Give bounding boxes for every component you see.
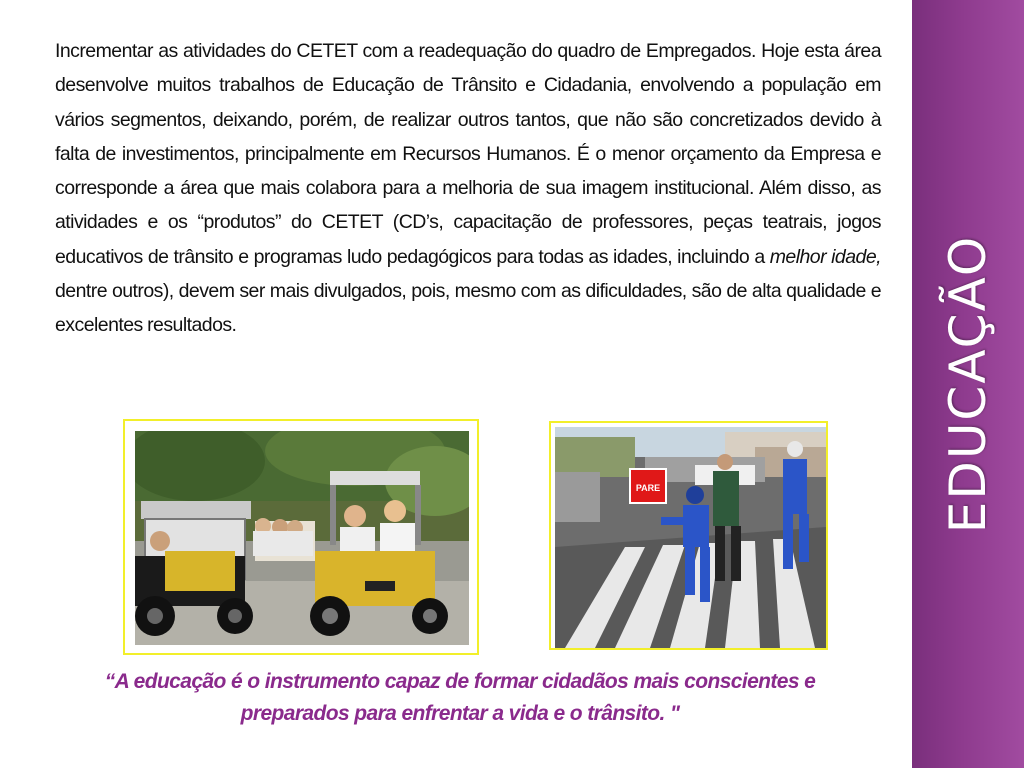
photo-right-frame bbox=[549, 421, 828, 650]
photo-left-frame bbox=[123, 419, 479, 655]
slide-title: EDUCAÇÃO bbox=[939, 234, 997, 534]
body-text-italic: melhor idade, bbox=[769, 245, 881, 268]
crosswalk-illustration bbox=[555, 427, 826, 648]
photo-left-go-karts bbox=[135, 431, 469, 645]
body-paragraph bbox=[55, 34, 881, 343]
pare-sign-text: PARE bbox=[635, 483, 661, 493]
go-karts-illustration bbox=[135, 431, 469, 645]
body-text-part2: dentre outros), devem ser mais divulgados, pois, mesmo com as dificuldades, são de alta qualidade e excelentes resultados. bbox=[55, 280, 881, 337]
body-text-part1: Incrementar as atividades do CETET com a readequação do quadro de Empregados. Hoje esta área desenvolve muitos trabalhos de Educação de Trânsito e Cidadania, envolvendo a população em vários segmentos, deixando, porém, de realizar outros tantos, que não são concretizados devido à falta de investimentos, principalmente em Recursos Humanos. É o menor orçamento da Empresa e corresponde a área que mais colabora para a melhoria de sua imagem institucional. Além disso, as atividades e os “produtos” do CETET (CD’s, capacitação de professores, peças teatrais, jogos educativos de trânsito e programas ludo pedagógicos para todas as idades, incluindo a bbox=[55, 40, 881, 268]
quote: “A educação é o instrumento capaz de formar cidadãos mais conscientes e preparados para enfrentar a vida e o trânsito. " bbox=[104, 670, 816, 725]
photo-right-crosswalk bbox=[555, 427, 826, 648]
